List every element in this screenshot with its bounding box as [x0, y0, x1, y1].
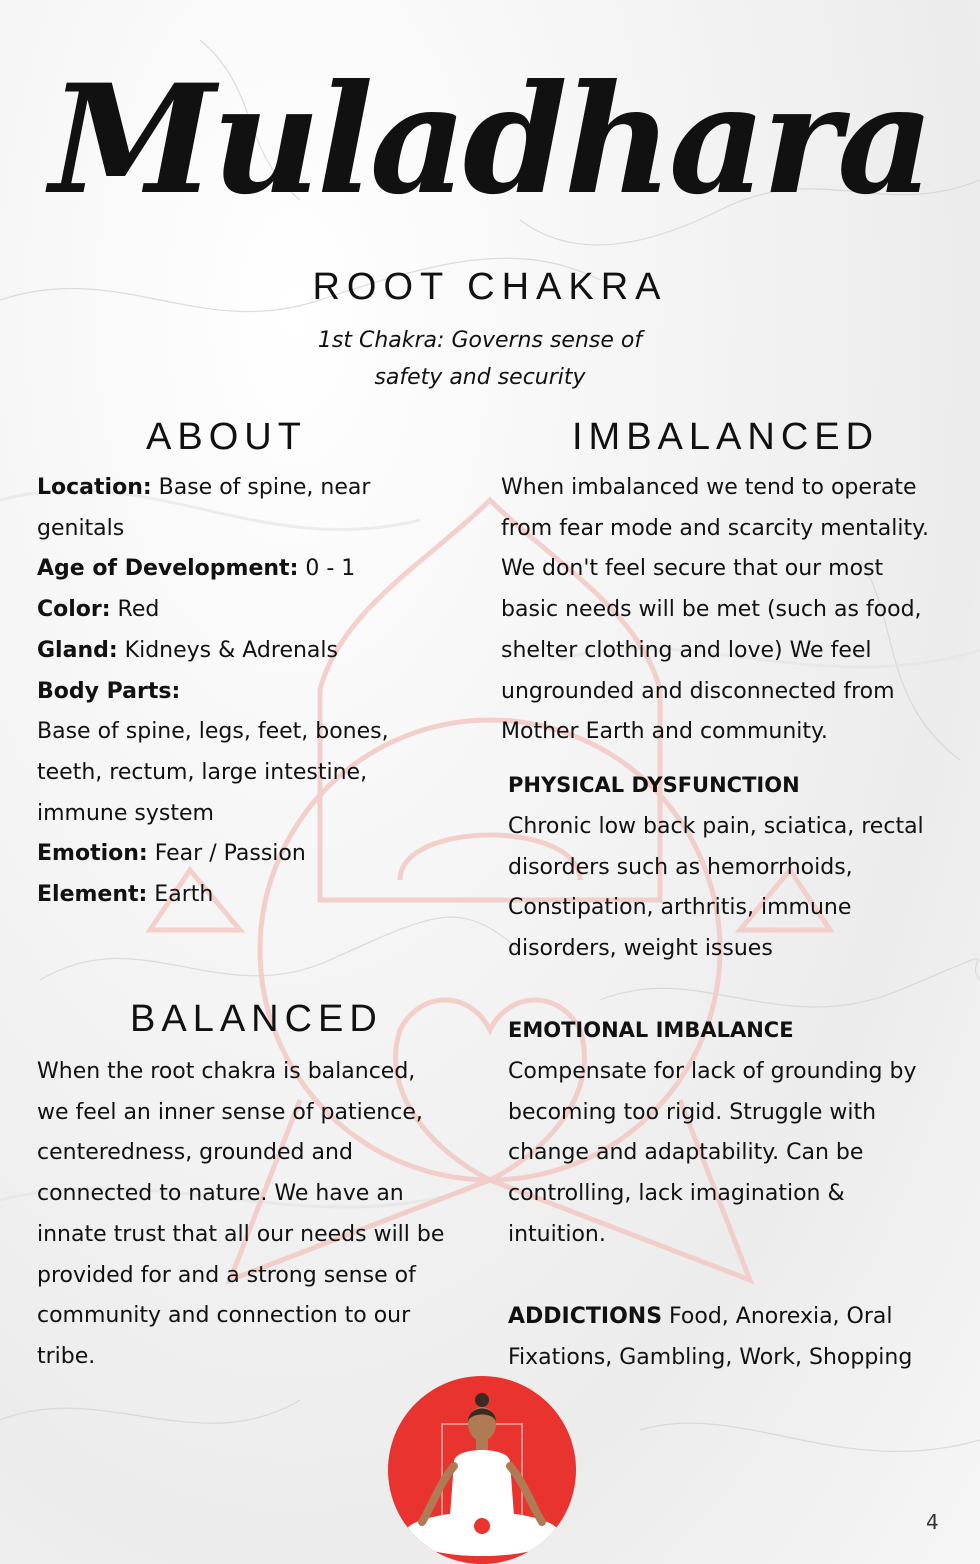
gland-row	[37, 631, 389, 672]
addictions-value: Food, Anorexia, Oral	[662, 1304, 893, 1329]
physical-dysfunction-text	[508, 807, 924, 970]
emotion-label: Emotion:	[37, 841, 148, 867]
about-section	[37, 468, 389, 916]
balanced-text	[37, 1052, 444, 1378]
balanced-line: we feel an inner sense of patience,	[37, 1099, 423, 1125]
emotion-row	[37, 834, 389, 875]
imbalanced-line: from fear mode and scarcity mentality.	[501, 515, 929, 541]
emotional-line: controlling, lack imagination &	[508, 1181, 845, 1207]
physical-line: disorders, weight issues	[508, 936, 773, 962]
balanced-line: connected to nature. We have an	[37, 1181, 404, 1207]
page-title: Muladhara	[49, 52, 931, 228]
tagline-line: safety and security	[374, 365, 586, 390]
location-label: Location:	[37, 475, 152, 500]
physical-line: Chronic low back pain, sciatica, rectal	[508, 814, 924, 839]
gland-label: Gland:	[37, 637, 118, 663]
body-parts-row	[37, 672, 389, 713]
balanced-line: innate trust that all our needs will be	[37, 1221, 445, 1247]
location-row	[37, 468, 389, 509]
subtitle: ROOT CHAKRA	[312, 266, 668, 308]
age-row	[37, 549, 389, 590]
imbalanced-line: shelter clothing and love) We feel	[501, 637, 872, 663]
color-value: Red	[110, 597, 160, 623]
meditation-figure-icon	[388, 1376, 576, 1564]
imbalanced-heading: IMBALANCED	[572, 416, 880, 458]
age-label: Age of Development:	[37, 556, 299, 582]
balanced-line: When the root chakra is balanced,	[37, 1059, 416, 1084]
physical-line: Constipation, arthritis, immune	[508, 895, 852, 921]
imbalanced-line: Mother Earth and community.	[501, 719, 828, 745]
imbalanced-text	[501, 468, 929, 753]
imbalanced-line: We don't feel secure that our most	[501, 556, 884, 582]
emotional-imbalance-heading: EMOTIONAL IMBALANCE	[508, 1018, 794, 1042]
balanced-line: provided for and a strong sense of	[37, 1262, 416, 1288]
imbalanced-line: When imbalanced we tend to operate	[501, 475, 917, 500]
page-number: 4	[926, 1510, 939, 1534]
addictions-section	[508, 1297, 912, 1378]
element-row	[37, 875, 389, 916]
gland-value: Kidneys & Adrenals	[117, 637, 338, 663]
tagline	[300, 322, 660, 396]
about-heading: ABOUT	[146, 416, 307, 458]
balanced-heading: BALANCED	[130, 998, 383, 1040]
emotional-imbalance-text	[508, 1052, 917, 1256]
balanced-line: centeredness, grounded and	[37, 1140, 353, 1166]
addictions-value-cont: Fixations, Gambling, Work, Shopping	[508, 1344, 913, 1370]
balanced-line: community and connection to our	[37, 1303, 411, 1329]
location-value-cont: genitals	[37, 515, 125, 541]
body-parts-line: immune system	[37, 800, 214, 826]
addictions-label: ADDICTIONS	[508, 1304, 663, 1329]
imbalanced-line: ungrounded and disconnected from	[501, 678, 895, 704]
emotional-line: change and adaptability. Can be	[508, 1140, 864, 1166]
emotional-line: becoming too rigid. Struggle with	[508, 1099, 877, 1125]
body-parts-line: teeth, rectum, large intestine,	[37, 759, 368, 785]
emotional-line: intuition.	[508, 1221, 606, 1247]
element-label: Element:	[37, 882, 148, 908]
balanced-line: tribe.	[37, 1343, 96, 1369]
imbalanced-line: basic needs will be met (such as food,	[501, 597, 922, 623]
emotional-line: Compensate for lack of grounding by	[508, 1059, 917, 1084]
body-parts-label: Body Parts:	[37, 678, 181, 704]
body-parts-line: Base of spine, legs, feet, bones,	[37, 719, 389, 745]
age-value: 0 - 1	[298, 556, 356, 582]
addictions-row	[508, 1297, 912, 1338]
physical-line: disorders such as hemorrhoids,	[508, 854, 853, 880]
color-label: Color:	[37, 597, 111, 623]
location-value: Base of spine, near	[151, 475, 371, 500]
emotion-value: Fear / Passion	[147, 841, 306, 867]
color-row	[37, 590, 389, 631]
physical-dysfunction-heading: PHYSICAL DYSFUNCTION	[508, 773, 800, 797]
tagline-line: 1st Chakra: Governs sense of	[317, 328, 643, 353]
element-value: Earth	[147, 882, 214, 908]
